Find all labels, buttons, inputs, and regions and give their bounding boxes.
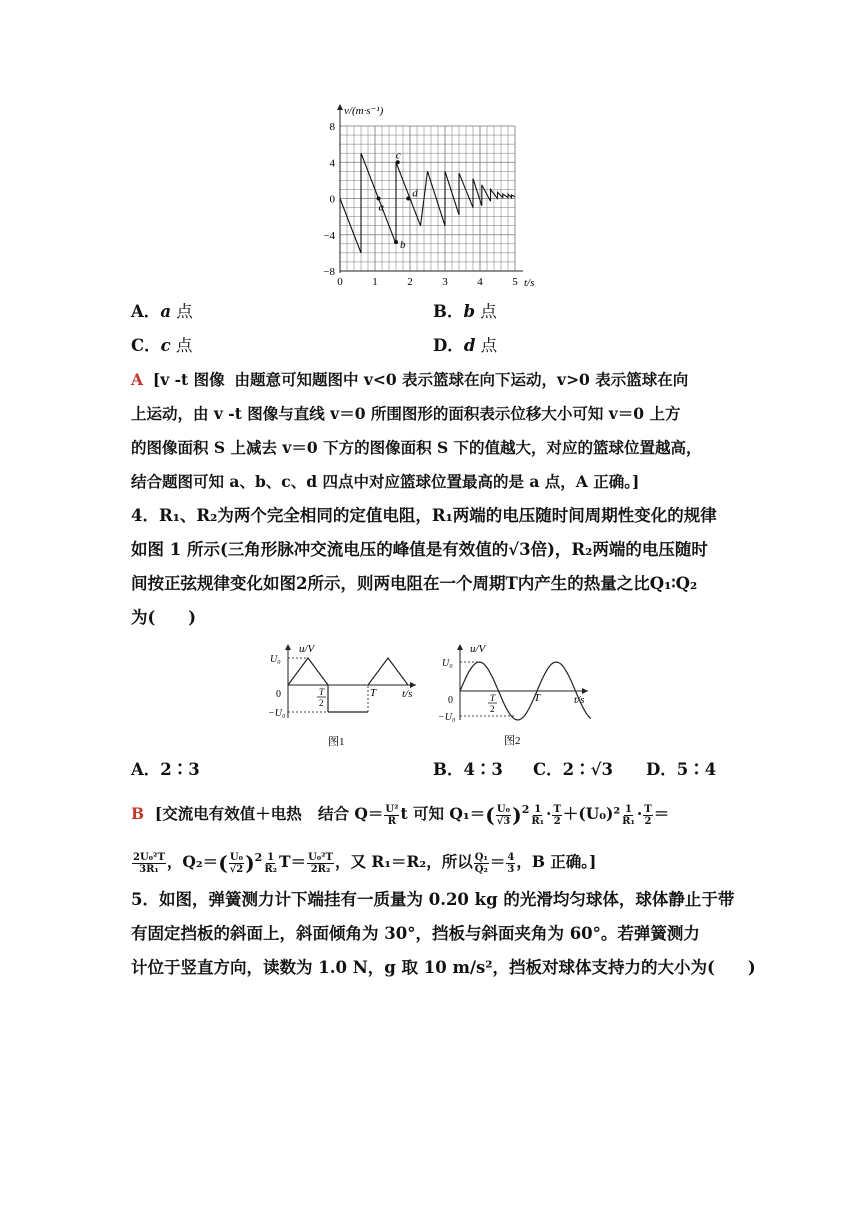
pulse-1 bbox=[288, 658, 328, 685]
chart-grid bbox=[337, 104, 523, 273]
pulse-2 bbox=[368, 658, 408, 685]
fig1-half-d: 2 bbox=[319, 698, 324, 708]
point-a-marker bbox=[377, 197, 381, 201]
answer-line-4: 结合题图可知 a、b、c、d 四点中对应篮球位置最高的是 a 点，A 正确。] bbox=[131, 472, 640, 491]
fig1-T: T bbox=[370, 687, 377, 699]
fig2-ylabel: u/V bbox=[470, 643, 486, 655]
x-tick-label: 4 bbox=[477, 276, 483, 288]
q4-option-c: C．2∶√3 bbox=[533, 760, 613, 779]
point-b-label: b bbox=[400, 239, 406, 251]
answer-line-2: 上运动，由 v -t 图像与直线 v＝0 所围图形的面积表示位移大小可知 v＝0 上方 bbox=[131, 404, 681, 423]
q4-option-b: B．4∶3 bbox=[433, 760, 503, 779]
q5-line-3: 计位于竖直方向，读数为 1.0 N，g 取 10 m/s²，挡板对球体支持力的大小为( ) bbox=[131, 958, 756, 977]
chart-series bbox=[340, 153, 515, 253]
figure-1-triangle-voltage bbox=[268, 640, 428, 750]
x-tick-label: 1 bbox=[372, 276, 378, 288]
q5-line-1: 5．如图，弹簧测力计下端挂有一质量为 0.20 kg 的光滑均匀球体，球体静止于带 bbox=[131, 890, 735, 909]
q4-line-2: 如图 1 所示(三角形脉冲交流电压的峰值是有效值的√3倍)，R₂两端的电压随时 bbox=[131, 540, 708, 559]
option-b: B．b 点 bbox=[433, 302, 497, 321]
x-tick-label: 0 bbox=[337, 276, 343, 288]
answer-line-1: A [v -t 图像 由题意可知题图中 v<0 表示篮球在向下运动，v>0 表示篮球在向 bbox=[131, 370, 689, 389]
option-c: C．c 点 bbox=[131, 336, 193, 355]
option-d: D．d 点 bbox=[433, 336, 498, 355]
x-axis-label: t/s bbox=[524, 277, 535, 289]
q4-option-a: A．2∶3 bbox=[131, 760, 200, 779]
fig2-caption: 图2 bbox=[504, 735, 521, 747]
x-tick-label: 3 bbox=[442, 276, 448, 288]
q4-answer-line-1: B [交流电有效值＋电热 结合 Q＝ $\frac{\text{U²}}{R}$ t 可知 Q₁＝( $\frac{\text{U₀}}{√3}$ )$^2$ $\frac{1}{\text{R₁}}$ · $\frac{T}{2}$ ＋(U₀)² $\frac{1}{\text{R₁}}$ · $\frac{T}{2}$ ＝ bbox=[131, 803, 670, 827]
y-tick-label: 8 bbox=[329, 121, 335, 133]
u-axis-arrow bbox=[457, 644, 463, 650]
series-line-0 bbox=[340, 153, 515, 253]
answer-line-3: 的图像面积 S 上减去 v＝0 下方的图像面积 S 下的值越大，对应的篮球位置越高， bbox=[131, 438, 702, 457]
fig2-u0: U₀ bbox=[442, 658, 453, 669]
q4-answer-line-2: $\frac{\text{2U₀²T}}{\text{3R₁}}$ ，Q₂＝( $\frac{\text{U₀}}{√2}$ )$^2$ $\frac{1}{\text{R₂}}$ T＝ $\frac{\text{U₀²T}}{\text{2R₂}}$ ，又 R₁＝R₂，所以 $\frac{\text{Q₁}}{\text{Q₂}}$ ＝ $\frac{4}{3}$ ，B 正确。] bbox=[133, 851, 597, 875]
fig1-xlabel: t/s bbox=[402, 688, 413, 700]
fig2-xlabel: t/s bbox=[574, 694, 585, 706]
fig2-half-n: T bbox=[490, 693, 496, 703]
x-tick-label: 5 bbox=[512, 276, 518, 288]
fig2-T: T bbox=[534, 692, 541, 704]
fig1-neg-u0: −U₀ bbox=[268, 708, 286, 719]
fig1-caption: 图1 bbox=[328, 736, 345, 748]
fig2-zero: 0 bbox=[448, 695, 453, 706]
velocity-time-chart bbox=[318, 100, 550, 290]
point-c-label: c bbox=[395, 149, 401, 162]
chart-ticks bbox=[323, 121, 518, 288]
q4-option-d: D．5∶4 bbox=[646, 760, 717, 779]
y-axis-arrow bbox=[337, 104, 343, 110]
y-axis-label: v/(m·s⁻¹) bbox=[344, 105, 384, 117]
q4-line-4: 为( ) bbox=[131, 608, 197, 627]
u-axis-arrow bbox=[285, 644, 291, 650]
fig2-half-d: 2 bbox=[490, 704, 495, 714]
point-b-marker bbox=[394, 240, 398, 244]
y-tick-label: −8 bbox=[323, 266, 335, 278]
fig1-ylabel: u/V bbox=[299, 643, 315, 655]
y-tick-label: 4 bbox=[329, 157, 335, 170]
y-tick-label: −4 bbox=[323, 229, 335, 242]
figure-2-sine-voltage bbox=[438, 640, 598, 750]
q5-line-2: 有固定挡板的斜面上，斜面倾角为 30°，挡板与斜面夹角为 60°。若弹簧测力 bbox=[131, 924, 700, 943]
y-tick-label: 0 bbox=[329, 193, 335, 206]
fig1-u0: U₀ bbox=[270, 654, 281, 665]
option-a: A．a 点 bbox=[131, 302, 193, 321]
q4-line-1: 4．R₁、R₂为两个完全相同的定值电阻，R₁两端的电压随时间周期性变化的规律 bbox=[131, 506, 717, 525]
fig2-neg-u0: −U₀ bbox=[438, 712, 456, 723]
fig1-half-n: T bbox=[319, 687, 325, 697]
point-d-label: d bbox=[412, 187, 418, 200]
q4-line-3: 间按正弦规律变化如图2所示，则两电阻在一个周期T内产生的热量之比Q₁∶Q₂ bbox=[131, 574, 698, 593]
fig1-zero: 0 bbox=[276, 689, 281, 700]
point-a-label: a bbox=[378, 201, 384, 214]
x-tick-label: 2 bbox=[407, 276, 413, 288]
point-d-marker bbox=[406, 197, 410, 201]
